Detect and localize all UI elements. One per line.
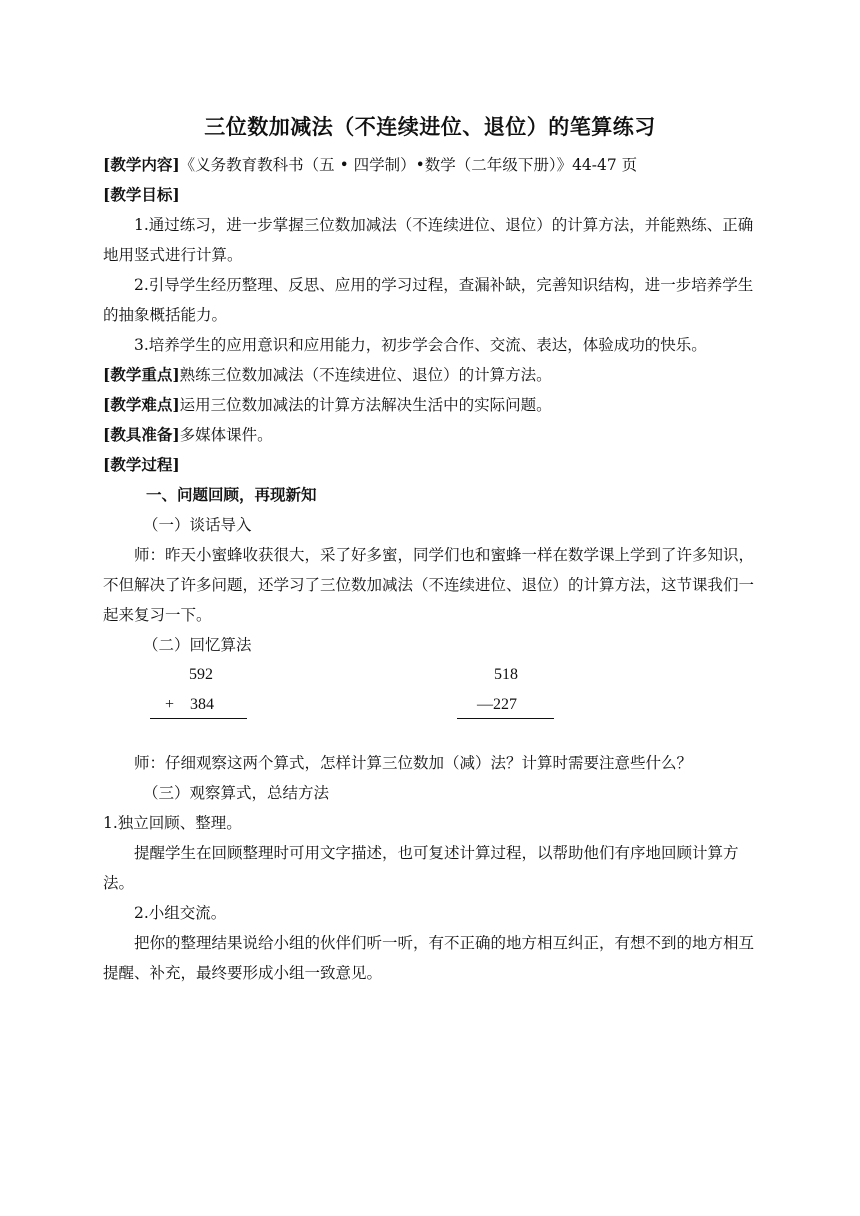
teaching-focus (103, 360, 760, 390)
step-2: 2.小组交流。 (134, 904, 227, 922)
subsection-2: （二）回忆算法 (143, 636, 252, 654)
step-1: 1.独立回顾、整理。 (103, 814, 242, 832)
paragraph-question: 师：仔细观察这两个算式，怎样计算三位数加（减）法？计算时需要注意些什么？ (134, 754, 693, 772)
addition-bottom-number: 384 (190, 696, 214, 713)
addition-top-number: 592 (189, 666, 213, 683)
goal-item-3: 3.培养学生的应用意识和应用能力，初步学会合作、交流、表达，体验成功的快乐。 (134, 336, 707, 354)
subsection-3: （三）观察算式，总结方法 (143, 784, 330, 802)
document-body (103, 150, 760, 988)
vertical-calculations (103, 660, 760, 748)
page-title: 三位数加减法（不连续进位、退位）的笔算练习 (204, 114, 656, 139)
goal-item-1: 1.通过练习，进一步掌握三位数加减法（不连续进位、退位）的计算方法，并能熟练、正确地用竖式进行计算。 (103, 216, 754, 264)
teaching-difficulty (103, 390, 760, 420)
teaching-materials-text: 多媒体课件。 (179, 426, 273, 444)
subtraction-top-number: 518 (494, 666, 518, 683)
teaching-content-text: 《义务教育教科书（五 • 四学制）•数学（二年级下册）》44-47 页 (179, 156, 638, 174)
teaching-focus-label: [教学重点] (103, 365, 180, 384)
teaching-goals-label: [教学目标] (103, 185, 180, 204)
addition-underline (150, 718, 247, 719)
teaching-difficulty-label: [教学难点] (103, 395, 180, 414)
teaching-content (103, 150, 760, 180)
subtraction-underline (457, 718, 554, 719)
teaching-focus-text: 熟练三位数加减法（不连续进位、退位）的计算方法。 (179, 366, 552, 384)
teaching-difficulty-text: 运用三位数加减法的计算方法解决生活中的实际问题。 (179, 396, 552, 414)
paragraph-intro: 师：昨天小蜜蜂收获很大，采了好多蜜，同学们也和蜜蜂一样在数学课上学到了许多知识，不但解决了许多问题，还学习了三位数加减法（不连续进位、退位）的计算方法，这节课我们一起来复习一下。 (103, 546, 755, 624)
addition-operator: + (165, 696, 175, 713)
subsection-1: （一）谈话导入 (143, 516, 252, 534)
teaching-materials-label: [教具准备] (103, 425, 180, 444)
paragraph-reminder: 提醒学生在回顾整理时可用文字描述，也可复述计算过程，以帮助他们有序地回顾计算方法。 (103, 844, 739, 892)
goal-item-2: 2.引导学生经历整理、反思、应用的学习过程，查漏补缺，完善知识结构，进一步培养学生的抽象概括能力。 (103, 276, 754, 324)
subtraction-bottom-number: —227 (477, 696, 517, 713)
section-heading-1: 一、问题回顾，再现新知 (146, 485, 317, 504)
teaching-process-label: [教学过程] (103, 455, 180, 474)
teaching-materials (103, 420, 760, 450)
paragraph-group: 把你的整理结果说给小组的伙伴们听一听，有不正确的地方相互纠正，有想不到的地方相互提醒、补充，最终要形成小组一致意见。 (103, 934, 755, 982)
teaching-content-label: [教学内容] (103, 155, 180, 174)
